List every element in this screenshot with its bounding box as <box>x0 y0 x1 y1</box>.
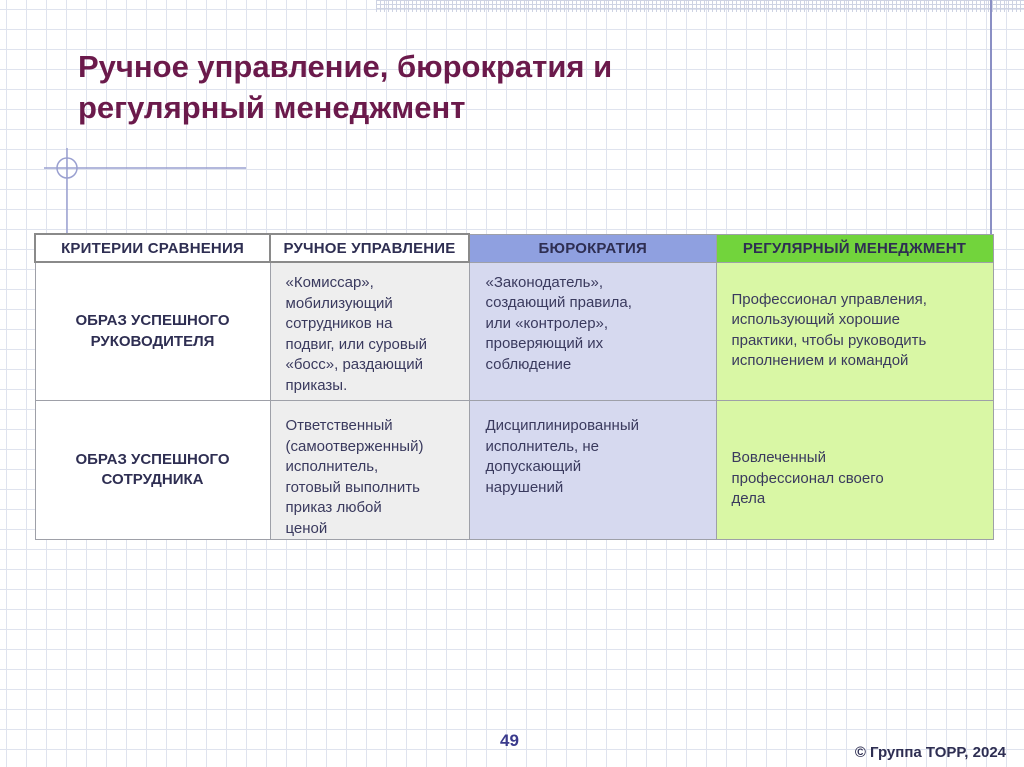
cell-line: сотрудников на <box>285 315 393 332</box>
cell-line: «босс», раздающий <box>285 356 423 373</box>
cell-line: приказ любой <box>285 499 382 516</box>
manual-cell <box>270 401 469 540</box>
cell-line: допускающий <box>485 458 582 475</box>
cell-line: Вовлеченный <box>731 449 826 466</box>
cell-line: (самоотверженный) <box>285 437 424 455</box>
cell-line: дела <box>731 490 766 507</box>
copyright-text: © Группа ТОРР, 2024 <box>854 744 1006 761</box>
page-number: 49 <box>500 731 519 750</box>
cell-line: исполнитель, <box>285 458 379 475</box>
grid-strip-decoration <box>376 0 1024 12</box>
cell-line: «Комиссар», <box>285 274 374 291</box>
cell-line: профессионал своего <box>731 469 884 487</box>
cell-line: проверяющий их <box>485 335 604 352</box>
cell-line: или «контролер», <box>485 314 609 332</box>
vertical-rule-decoration <box>990 0 992 262</box>
regular-cell <box>716 401 993 540</box>
cell-line: «Законодатель», <box>485 273 604 291</box>
cell-line: соблюдение <box>485 355 572 373</box>
table-header-row <box>35 234 993 262</box>
header-bureaucracy: БЮРОКРАТИЯ <box>469 234 716 262</box>
header-manual: РУЧНОЕ УПРАВЛЕНИЕ <box>270 234 469 262</box>
header-regular: РЕГУЛЯРНЫЙ МЕНЕДЖМЕНТ <box>716 234 993 262</box>
cell-line: исполнением и командой <box>731 352 909 369</box>
row-criteria-cell <box>35 262 270 401</box>
slide-title-line2: регулярный менеджмент <box>78 90 466 125</box>
cell-line: создающий правила, <box>485 294 632 311</box>
cell-line: приказы. <box>285 376 348 394</box>
cell-line: готовый выполнить <box>285 478 420 496</box>
cell-line: нарушений <box>485 478 564 496</box>
slide-title-line1: Ручное управление, бюрократия и <box>78 49 613 84</box>
cell-line: Профессионал управления, <box>731 290 927 308</box>
bureaucracy-cell <box>469 262 716 401</box>
manual-cell <box>270 262 469 401</box>
criteria-text: ОБРАЗ УСПЕШНОГО <box>75 312 230 329</box>
cell-line: использующий хорошие <box>731 311 900 328</box>
slide-title <box>78 46 878 128</box>
cell-line: практики, чтобы руководить <box>731 331 927 349</box>
bureaucracy-cell <box>469 401 716 540</box>
table-row <box>35 262 993 401</box>
cell-line: Дисциплинированный <box>485 417 639 434</box>
cell-line: ценой <box>285 519 328 537</box>
cell-line: подвиг, или суровый <box>285 335 428 353</box>
regular-cell <box>716 262 993 401</box>
cell-line: мобилизующий <box>285 294 393 312</box>
criteria-text: СОТРУДНИКА <box>101 471 204 488</box>
row-criteria-cell <box>35 401 270 540</box>
criteria-text: ОБРАЗ УСПЕШНОГО <box>75 450 230 468</box>
table-row <box>35 401 993 540</box>
comparison-table <box>34 233 994 540</box>
cell-line: исполнитель, не <box>485 437 600 455</box>
criteria-text: РУКОВОДИТЕЛЯ <box>90 332 215 350</box>
cell-line: Ответственный <box>285 417 393 434</box>
header-criteria: КРИТЕРИИ СРАВНЕНИЯ <box>35 234 270 262</box>
